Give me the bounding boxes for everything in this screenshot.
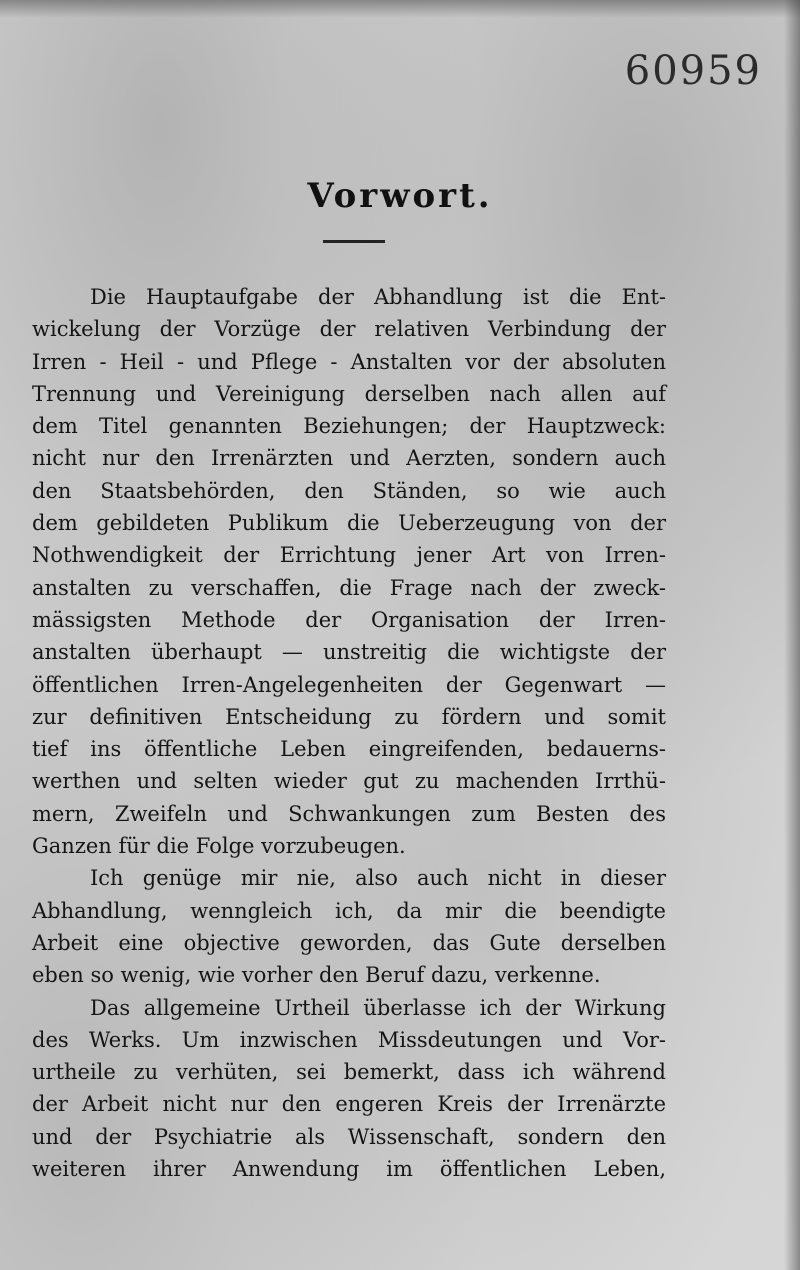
text-line: mern, Zweifeln und Schwankungen zum Besten des xyxy=(32,801,666,826)
text-line: mässigsten Methode der Organisation der Irren- xyxy=(32,607,666,632)
title-divider xyxy=(323,240,385,243)
text-line: und der Psychiatrie als Wissenschaft, sondern den xyxy=(32,1124,666,1149)
text-line: Ganzen für die Folge vorzubeugen. xyxy=(32,834,406,859)
text-line: Irren - Heil - und Pflege - Anstalten vor der absoluten xyxy=(32,349,666,374)
text-line: zur definitiven Entscheidung zu fördern und somit xyxy=(32,704,666,729)
text-line: anstalten zu verschaffen, die Frage nach der zweck- xyxy=(32,575,666,600)
body-text xyxy=(32,281,666,1185)
text-line: Das allgemeine Urtheil überlasse ich der Wirkung xyxy=(90,995,666,1020)
text-line: des Werks. Um inzwischen Missdeutungen und Vor- xyxy=(32,1027,666,1052)
text-line: nicht nur den Irrenärzten und Aerzten, sondern auch xyxy=(32,446,666,471)
text-line: tief ins öffentliche Leben eingreifenden, bedauerns- xyxy=(32,737,666,762)
catalog-number: 60959 xyxy=(624,48,762,94)
text-line: Trennung und Vereinigung derselben nach allen auf xyxy=(32,381,666,406)
text-line: Ich genüge mir nie, also auch nicht in dieser xyxy=(90,866,666,891)
text-line: Arbeit eine objective geworden, das Gute derselben xyxy=(32,930,666,955)
text-line: der Arbeit nicht nur den engeren Kreis der Irrenärzte xyxy=(32,1092,666,1117)
text-line: den Staatsbehörden, den Ständen, so wie auch xyxy=(32,478,666,503)
text-line: weiteren ihrer Anwendung im öffentlichen Leben, xyxy=(32,1157,666,1182)
text-line: wickelung der Vorzüge der relativen Verbindung der xyxy=(32,317,666,342)
text-line: öffentlichen Irren-Angelegenheiten der Gegenwart — xyxy=(32,672,666,697)
text-line: Die Hauptaufgabe der Abhandlung ist die Ent- xyxy=(90,285,666,309)
text-line: urtheile zu verhüten, sei bemerkt, dass ich während xyxy=(32,1060,666,1085)
text-line: Nothwendigkeit der Errichtung jener Art von Irren- xyxy=(32,543,666,568)
text-line: dem gebildeten Publikum die Ueberzeugung von der xyxy=(32,511,666,536)
text-line: anstalten überhaupt — unstreitig die wichtigste der xyxy=(32,640,666,665)
text-line: dem Titel genannten Beziehungen; der Hauptzweck: xyxy=(32,414,666,439)
page-top-shadow xyxy=(0,0,800,18)
text-line: werthen und selten wieder gut zu machenden Irrthü- xyxy=(32,769,666,794)
text-line: Abhandlung, wenngleich ich, da mir die beendigte xyxy=(32,898,666,923)
page-title: Vorwort. xyxy=(307,176,493,216)
text-line: eben so wenig, wie vorher den Beruf dazu, verkenne. xyxy=(32,963,601,988)
